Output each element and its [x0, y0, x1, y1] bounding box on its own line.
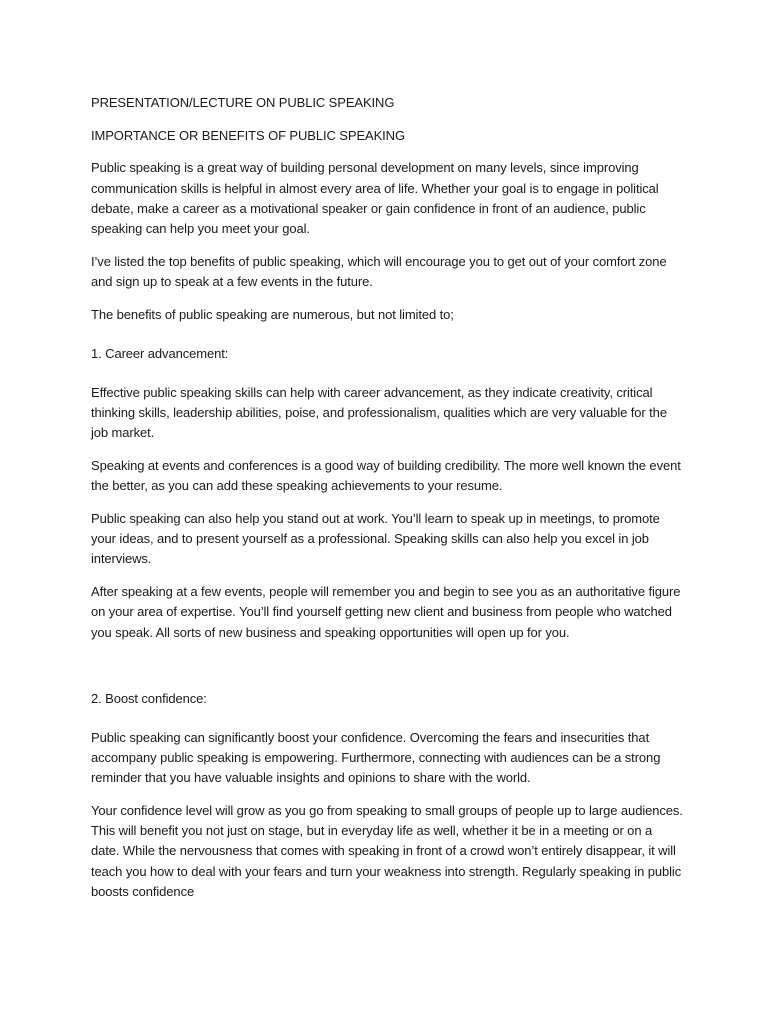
intro-paragraph: I’ve listed the top benefits of public speaking, which will encourage you to get out of your comfort zone and sign up to speak at a few events in the future. [91, 253, 667, 289]
section-heading-career: 1. Career advancement: [91, 345, 229, 361]
document-body [91, 93, 683, 915]
section-paragraph: Your confidence level will grow as you go from speaking to small groups of people up to large audiences. This will benefit you not just on stage, but in everyday life as well, whether it be in a meeting or on a date. While the nervousness that comes with speaking in front of a crowd won’t entirely disappear, it will teach you how to deal with your fears and turn your weakness into strength. Regularly speaking in public boosts confidence [91, 803, 683, 899]
section-paragraph: After speaking at a few events, people will remember you and begin to see you as an authoritative figure on your area of expertise. You’ll find yourself getting new client and business from people who watched you speak. All sorts of new business and speaking opportunities will open up for you. [91, 584, 681, 640]
document-title: PRESENTATION/LECTURE ON PUBLIC SPEAKING [91, 95, 395, 110]
intro-paragraph: The benefits of public speaking are numerous, but not limited to; [91, 306, 454, 322]
section-paragraph: Speaking at events and conferences is a good way of building credibility. The more well known the event the better, as you can add these speaking achievements to your resume. [91, 458, 681, 494]
section-paragraph: Public speaking can also help you stand out at work. You’ll learn to speak up in meetings, to promote your ideas, and to present yourself as a professional. Speaking skills can also help you excel in job interviews. [91, 511, 660, 567]
section-paragraph: Public speaking can significantly boost your confidence. Overcoming the fears and insecurities that accompany public speaking is empowering. Furthermore, connecting with audiences can be a strong reminder that you have valuable insights and opinions to share with the world. [91, 729, 661, 786]
section-heading-confidence: 2. Boost confidence: [91, 690, 207, 706]
document-subtitle: IMPORTANCE OR BENEFITS OF PUBLIC SPEAKING [91, 127, 405, 143]
section-paragraph: Effective public speaking skills can help with career advancement, as they indicate creativity, critical thinking skills, leadership abilities, poise, and professionalism, qualities which are very valuable for the job market. [91, 385, 667, 441]
intro-paragraph: Public speaking is a great way of building personal development on many levels, since improving communication skills is helpful in almost every area of life. Whether your goal is to engage in political debate, make a career as a motivational speaker or gain confidence in front of an audience, public speaking can help you meet your goal. [91, 160, 659, 237]
